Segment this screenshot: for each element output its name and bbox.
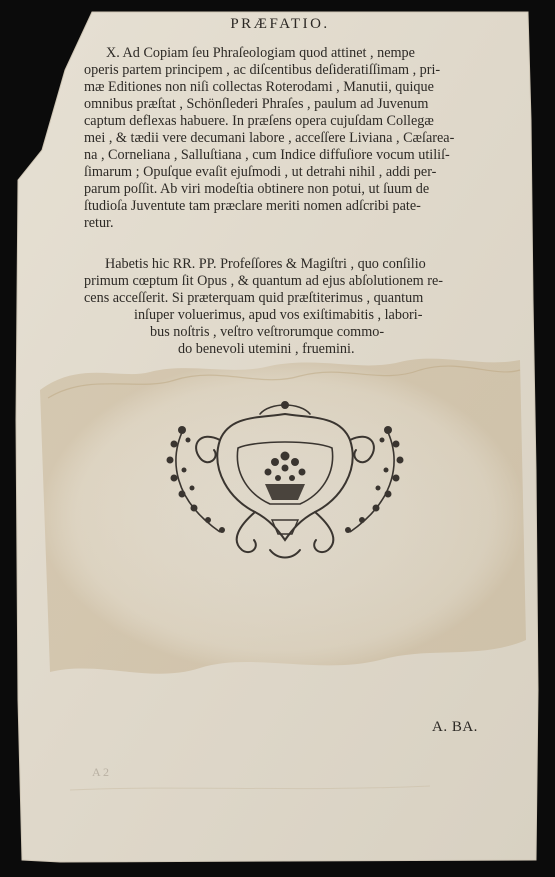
- text-line: cens acceſſerit. Si præterquam quid præſtiterimus , quantum: [84, 290, 424, 306]
- text-line: mæ Editiones non niſi collectas Roterodami , Manutii, quique: [84, 79, 434, 95]
- text-line: bus noſtris , veſtro veſtrorumque commo-: [150, 324, 385, 340]
- text-line: Habetis hic RR. PP. Profeſſores & Magiſtri , quo conſilio: [105, 256, 426, 272]
- text-line: operis partem principem , ac diſcentibus deſideratiſſimam , pri-: [84, 62, 441, 78]
- text-line: na , Corneliana , Salluſtiana , cum Indice diffuſiore vocum utiliſ-: [84, 147, 450, 163]
- text-line: primum cœptum ſit Opus , & quantum ad ejus abſolutionem re-: [84, 273, 443, 289]
- text-line: retur.: [84, 215, 114, 231]
- text-line: captum deflexas habuere. In præſens opera cujuſdam Collegæ: [84, 113, 434, 129]
- text-line: parum poſſit. Ab viri modeſtia obtinere non potui, ut ſuum de: [84, 181, 430, 197]
- page-heading: PRÆFATIO.: [230, 16, 330, 32]
- signature-mark: A. BA.: [432, 719, 478, 735]
- text-line: do benevoli utemini , fruemini.: [178, 341, 355, 357]
- text-line: inſuper voluerimus, apud vos exiſtimabitis , labori-: [134, 307, 423, 323]
- text-line: omnibus præſtat , Schönſlederi Phraſes , paulum ad Juvenum: [84, 96, 429, 112]
- text-line: ſimarum ; Opuſque evaſit ejuſmodi , ut detrahi nihil , addi per-: [84, 164, 437, 180]
- text-line: ſtudioſa Juventute tam præclare meriti nomen adſcribi pate-: [84, 198, 421, 214]
- text-line: mei , & tædii vere decumani labore , acceſſere Liviana , Cæſarea-: [84, 130, 455, 146]
- faint-signature-mark: A 2: [92, 765, 110, 779]
- text-line: X. Ad Copiam ſeu Phraſeologiam quod attinet , nempe: [106, 45, 415, 61]
- ornamental-vignette-icon: [160, 400, 410, 570]
